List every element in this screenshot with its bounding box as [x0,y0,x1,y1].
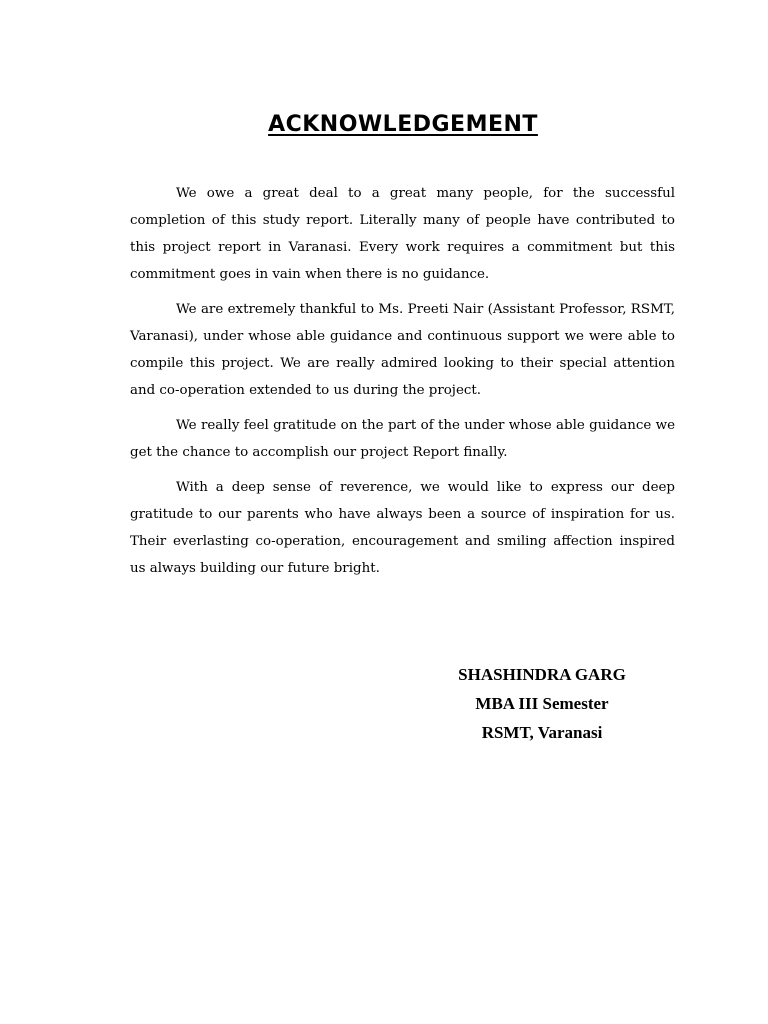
signature-name: SHASHINDRA GARG [458,665,626,684]
page-title: ACKNOWLEDGEMENT [268,112,538,137]
paragraph-4: With a deep sense of reverence, we would like to express our deep gratitude to our parents who have always been a source of inspiration for us. Their everlasting co-operation, encouragement and smiling affection inspired us always building our future bright. [130,480,675,576]
paragraph-3: We really feel gratitude on the part of the under whose able guidance we get the chance to accomplish our project Report finally. [130,418,675,460]
paragraph-2: We are extremely thankful to Ms. Preeti Nair (Assistant Professor, RSMT, Varanasi), under whose able guidance and continuous support we were able to compile this project. We are really admired looking to their special attention and co-operation extended to us during the project. [130,302,675,398]
signature-block [420,660,664,747]
paragraph-1: We owe a great deal to a great many people, for the successful completion of this study report. Literally many of people have contributed to this project report in Varanasi. Every work requires a commitment but this commitment goes in vain when there is no guidance. [130,186,675,282]
signature-program: MBA III Semester [475,694,609,713]
signature-institution: RSMT, Varanasi [481,723,603,742]
acknowledgement-body [130,180,675,590]
